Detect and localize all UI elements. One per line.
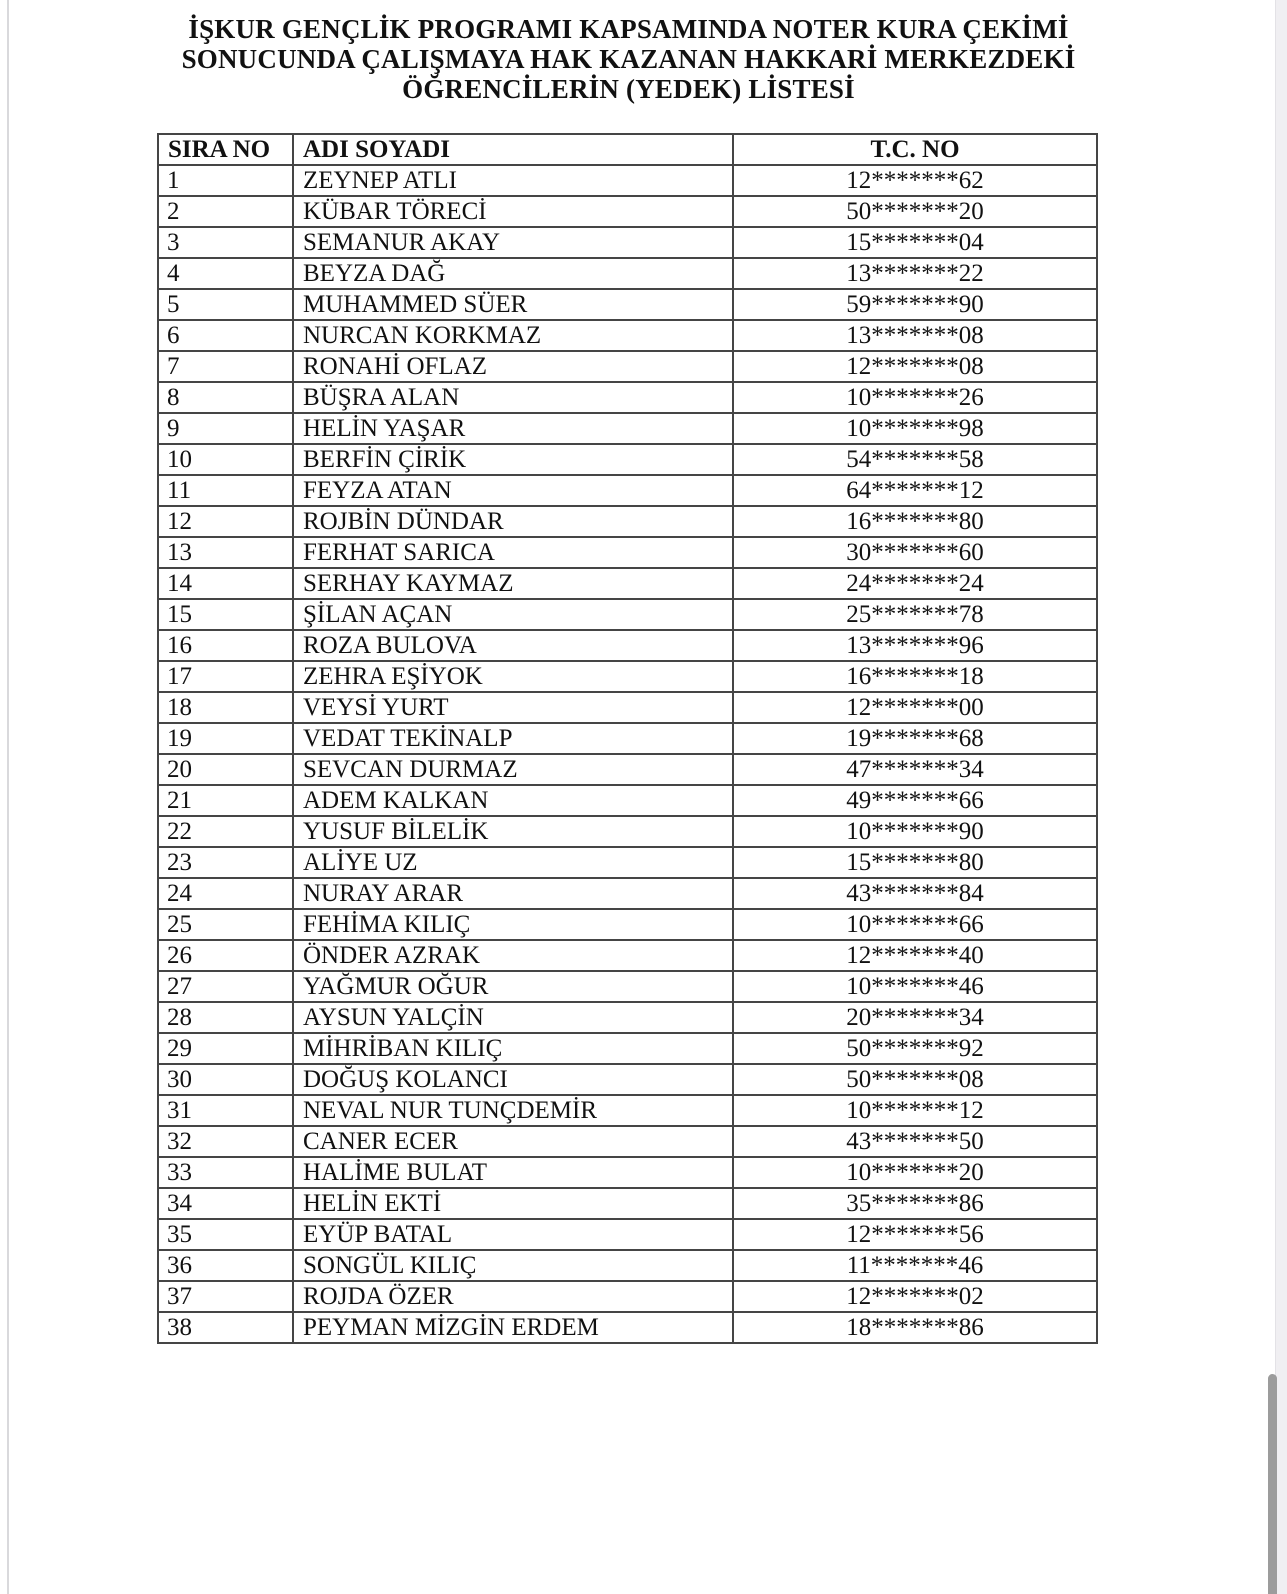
table-row	[158, 661, 1097, 692]
tc-no-cell: 50*******08	[733, 1064, 1097, 1095]
sira-no-cell: 1	[158, 165, 293, 196]
table-row	[158, 165, 1097, 196]
table-row	[158, 1188, 1097, 1219]
table-row	[158, 475, 1097, 506]
sira-no-cell: 2	[158, 196, 293, 227]
sira-no-cell: 35	[158, 1219, 293, 1250]
name-cell: SERHAY KAYMAZ	[293, 568, 733, 599]
tc-no-cell: 10*******98	[733, 413, 1097, 444]
sira-no-cell: 23	[158, 847, 293, 878]
tc-no-cell: 12*******56	[733, 1219, 1097, 1250]
tc-no-cell: 12*******02	[733, 1281, 1097, 1312]
table-row	[158, 351, 1097, 382]
sira-no-cell: 29	[158, 1033, 293, 1064]
table-row	[158, 289, 1097, 320]
tc-no-cell: 12*******08	[733, 351, 1097, 382]
sira-no-cell: 22	[158, 816, 293, 847]
name-cell: ŞİLAN AÇAN	[293, 599, 733, 630]
tc-no-cell: 50*******92	[733, 1033, 1097, 1064]
table-row	[158, 1157, 1097, 1188]
name-cell: EYÜP BATAL	[293, 1219, 733, 1250]
name-cell: HELİN EKTİ	[293, 1188, 733, 1219]
sira-no-cell: 28	[158, 1002, 293, 1033]
name-cell: ZEYNEP ATLI	[293, 165, 733, 196]
name-cell: HALİME BULAT	[293, 1157, 733, 1188]
scrollbar-thumb[interactable]	[1268, 1374, 1277, 1594]
name-cell: DOĞUŞ KOLANCI	[293, 1064, 733, 1095]
tc-no-cell: 12*******00	[733, 692, 1097, 723]
page-title	[80, 14, 1177, 104]
sira-no-cell: 6	[158, 320, 293, 351]
tc-no-cell: 18*******86	[733, 1312, 1097, 1343]
table-row	[158, 816, 1097, 847]
tc-no-cell: 10*******26	[733, 382, 1097, 413]
sira-no-cell: 4	[158, 258, 293, 289]
name-cell: KÜBAR TÖRECİ	[293, 196, 733, 227]
table-body	[158, 165, 1097, 1343]
sira-no-cell: 3	[158, 227, 293, 258]
tc-no-cell: 59*******90	[733, 289, 1097, 320]
name-cell: SEVCAN DURMAZ	[293, 754, 733, 785]
sira-no-cell: 13	[158, 537, 293, 568]
page-title-line-3: ÖĞRENCİLERİN (YEDEK) LİSTESİ	[402, 74, 855, 104]
tc-no-cell: 12*******62	[733, 165, 1097, 196]
table-row	[158, 754, 1097, 785]
sira-no-cell: 9	[158, 413, 293, 444]
name-cell: BÜŞRA ALAN	[293, 382, 733, 413]
table-row	[158, 537, 1097, 568]
table-row	[158, 692, 1097, 723]
name-cell: VEDAT TEKİNALP	[293, 723, 733, 754]
tc-no-cell: 16*******18	[733, 661, 1097, 692]
name-cell: ROJBİN DÜNDAR	[293, 506, 733, 537]
name-cell: NURCAN KORKMAZ	[293, 320, 733, 351]
name-cell: ROZA BULOVA	[293, 630, 733, 661]
sira-no-cell: 37	[158, 1281, 293, 1312]
tc-no-cell: 49*******66	[733, 785, 1097, 816]
name-cell: ÖNDER AZRAK	[293, 940, 733, 971]
tc-no-cell: 11*******46	[733, 1250, 1097, 1281]
name-cell: BEYZA DAĞ	[293, 258, 733, 289]
table-row	[158, 971, 1097, 1002]
tc-no-cell: 47*******34	[733, 754, 1097, 785]
tc-no-cell: 43*******50	[733, 1126, 1097, 1157]
tc-no-cell: 12*******40	[733, 940, 1097, 971]
tc-no-cell: 19*******68	[733, 723, 1097, 754]
tc-no-cell: 20*******34	[733, 1002, 1097, 1033]
table-row	[158, 196, 1097, 227]
name-cell: MİHRİBAN KILIÇ	[293, 1033, 733, 1064]
column-header-tc-no: T.C. NO	[733, 134, 1097, 165]
tc-no-cell: 54*******58	[733, 444, 1097, 475]
tc-no-cell: 13*******96	[733, 630, 1097, 661]
sira-no-cell: 36	[158, 1250, 293, 1281]
name-cell: CANER ECER	[293, 1126, 733, 1157]
tc-no-cell: 50*******20	[733, 196, 1097, 227]
tc-no-cell: 10*******66	[733, 909, 1097, 940]
tc-no-cell: 64*******12	[733, 475, 1097, 506]
name-cell: VEYSİ YURT	[293, 692, 733, 723]
name-cell: HELİN YAŞAR	[293, 413, 733, 444]
table-row	[158, 1250, 1097, 1281]
name-cell: PEYMAN MİZGİN ERDEM	[293, 1312, 733, 1343]
page-title-line-1: İŞKUR GENÇLİK PROGRAMI KAPSAMINDA NOTER KURA ÇEKİMİ	[188, 14, 1069, 44]
tc-no-cell: 15*******80	[733, 847, 1097, 878]
sira-no-cell: 5	[158, 289, 293, 320]
table-row	[158, 1126, 1097, 1157]
name-cell: ZEHRA EŞİYOK	[293, 661, 733, 692]
scrollbar-track[interactable]	[1275, 0, 1287, 1594]
name-cell: FERHAT SARICA	[293, 537, 733, 568]
table-row	[158, 444, 1097, 475]
tc-no-cell: 15*******04	[733, 227, 1097, 258]
table-row	[158, 1033, 1097, 1064]
table-row	[158, 785, 1097, 816]
table-row	[158, 413, 1097, 444]
sira-no-cell: 32	[158, 1126, 293, 1157]
table-row	[158, 599, 1097, 630]
sira-no-cell: 7	[158, 351, 293, 382]
sira-no-cell: 8	[158, 382, 293, 413]
table-row	[158, 1064, 1097, 1095]
table-row	[158, 382, 1097, 413]
table-row	[158, 568, 1097, 599]
tc-no-cell: 10*******12	[733, 1095, 1097, 1126]
name-cell: BERFİN ÇİRİK	[293, 444, 733, 475]
sira-no-cell: 26	[158, 940, 293, 971]
sira-no-cell: 17	[158, 661, 293, 692]
table-header-row	[158, 134, 1097, 165]
sira-no-cell: 33	[158, 1157, 293, 1188]
tc-no-cell: 13*******08	[733, 320, 1097, 351]
table-row	[158, 258, 1097, 289]
sira-no-cell: 19	[158, 723, 293, 754]
name-cell: NEVAL NUR TUNÇDEMİR	[293, 1095, 733, 1126]
sira-no-cell: 20	[158, 754, 293, 785]
name-cell: ALİYE UZ	[293, 847, 733, 878]
table-row	[158, 1002, 1097, 1033]
table-row	[158, 506, 1097, 537]
results-table	[157, 133, 1098, 1344]
name-cell: RONAHİ OFLAZ	[293, 351, 733, 382]
tc-no-cell: 16*******80	[733, 506, 1097, 537]
sira-no-cell: 27	[158, 971, 293, 1002]
sira-no-cell: 24	[158, 878, 293, 909]
name-cell: SEMANUR AKAY	[293, 227, 733, 258]
tc-no-cell: 25*******78	[733, 599, 1097, 630]
table-row	[158, 878, 1097, 909]
table-row	[158, 940, 1097, 971]
sira-no-cell: 15	[158, 599, 293, 630]
name-cell: AYSUN YALÇİN	[293, 1002, 733, 1033]
name-cell: MUHAMMED SÜER	[293, 289, 733, 320]
tc-no-cell: 10*******20	[733, 1157, 1097, 1188]
name-cell: YUSUF BİLELİK	[293, 816, 733, 847]
left-edge-rule	[7, 0, 9, 1594]
table-row	[158, 723, 1097, 754]
page-title-line-2: SONUCUNDA ÇALIŞMAYA HAK KAZANAN HAKKARİ MERKEZDEKİ	[181, 44, 1076, 74]
tc-no-cell: 35*******86	[733, 1188, 1097, 1219]
table-row	[158, 630, 1097, 661]
table-row	[158, 227, 1097, 258]
sira-no-cell: 31	[158, 1095, 293, 1126]
table-row	[158, 320, 1097, 351]
name-cell: FEHİMA KILIÇ	[293, 909, 733, 940]
sira-no-cell: 12	[158, 506, 293, 537]
sira-no-cell: 10	[158, 444, 293, 475]
tc-no-cell: 24*******24	[733, 568, 1097, 599]
sira-no-cell: 34	[158, 1188, 293, 1219]
sira-no-cell: 11	[158, 475, 293, 506]
column-header-sira-no: SIRA NO	[158, 134, 293, 165]
table-row	[158, 1095, 1097, 1126]
table-row	[158, 1219, 1097, 1250]
sira-no-cell: 21	[158, 785, 293, 816]
sira-no-cell: 38	[158, 1312, 293, 1343]
name-cell: NURAY ARAR	[293, 878, 733, 909]
sira-no-cell: 25	[158, 909, 293, 940]
sira-no-cell: 30	[158, 1064, 293, 1095]
tc-no-cell: 10*******90	[733, 816, 1097, 847]
sira-no-cell: 18	[158, 692, 293, 723]
sira-no-cell: 14	[158, 568, 293, 599]
column-header-adi-soyadi: ADI SOYADI	[293, 134, 733, 165]
table-row	[158, 1312, 1097, 1343]
tc-no-cell: 30*******60	[733, 537, 1097, 568]
table-row	[158, 847, 1097, 878]
name-cell: SONGÜL KILIÇ	[293, 1250, 733, 1281]
table-row	[158, 909, 1097, 940]
sira-no-cell: 16	[158, 630, 293, 661]
tc-no-cell: 43*******84	[733, 878, 1097, 909]
tc-no-cell: 10*******46	[733, 971, 1097, 1002]
table-row	[158, 1281, 1097, 1312]
name-cell: YAĞMUR OĞUR	[293, 971, 733, 1002]
name-cell: ROJDA ÖZER	[293, 1281, 733, 1312]
tc-no-cell: 13*******22	[733, 258, 1097, 289]
name-cell: FEYZA ATAN	[293, 475, 733, 506]
name-cell: ADEM KALKAN	[293, 785, 733, 816]
